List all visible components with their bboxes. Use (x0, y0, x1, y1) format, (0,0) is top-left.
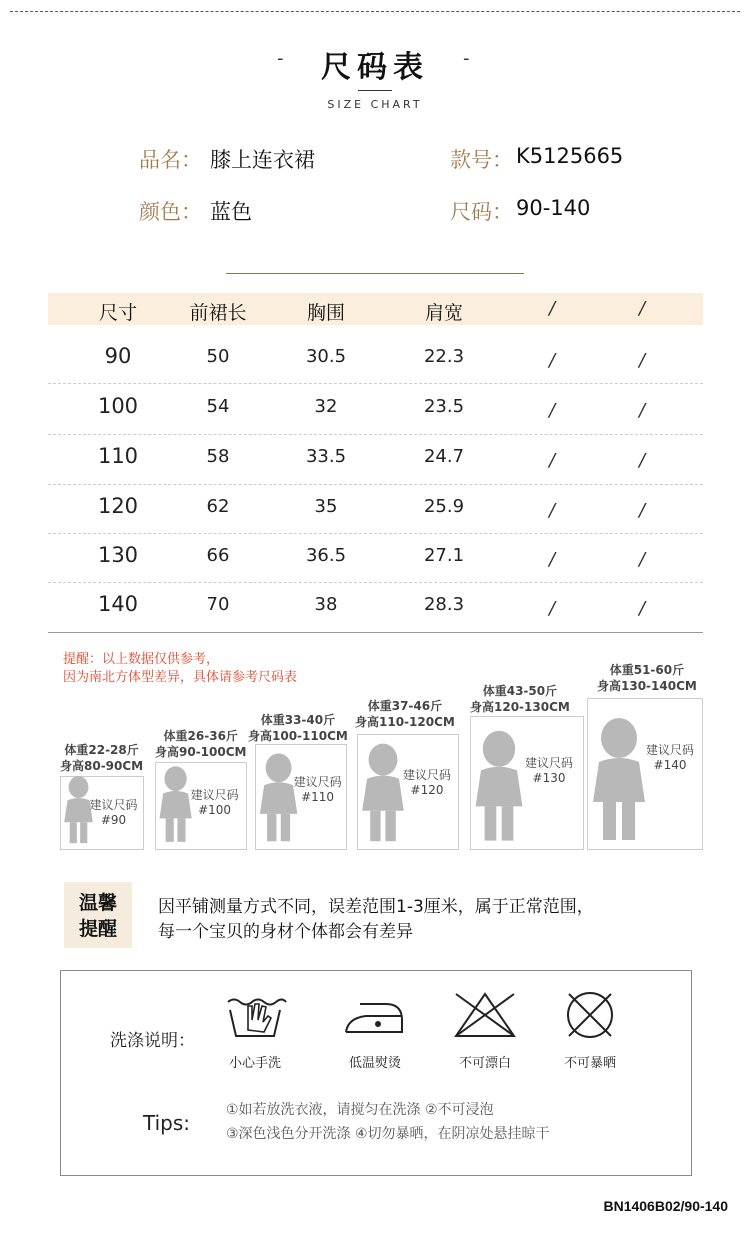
suggested-size (397, 768, 457, 798)
table-header-cell: / (638, 298, 646, 319)
warm-tip-title (64, 890, 132, 942)
child-silhouette-icon (472, 729, 526, 846)
style-number-value: K5125665 (516, 144, 624, 168)
no-bleach-label: 不可漂白 (458, 1056, 511, 1071)
size-guide-label (155, 728, 246, 760)
table-cell: 140 (97, 592, 139, 616)
suggested-size-value: #130 (532, 770, 566, 785)
no-sun-dry-icon (555, 990, 625, 1040)
weight-range: 体重26-36斤 (163, 729, 238, 743)
top-dashed-divider (10, 11, 740, 12)
tips-line-2: ③深色浅色分开洗涤 ④切勿暴晒，在阴凉处悬挂晾干 (226, 1126, 550, 1142)
size-range-label: 尺码： (450, 200, 513, 224)
title-dash-right: - (463, 48, 470, 69)
table-cell: 100 (97, 394, 139, 418)
info-divider (226, 273, 524, 274)
no-bleach-icon (450, 990, 520, 1040)
height-range: 身高90-100CM (155, 745, 247, 759)
suggested-size-label: 建议尺码 (645, 743, 694, 757)
table-header-cell: / (548, 298, 556, 319)
weight-range: 体重37-46斤 (367, 699, 443, 713)
height-range: 身高130-140CM (597, 679, 697, 693)
weight-range: 体重33-40斤 (260, 713, 336, 727)
product-name-value: 膝上连衣裙 (210, 148, 315, 172)
table-cell: 28.3 (423, 594, 465, 615)
warm-tip-title-line-1: 温馨 (78, 892, 117, 914)
page-title: 尺码表 (321, 50, 429, 85)
warm-tip-text (158, 895, 594, 945)
warm-tip-title-line-2: 提醒 (78, 918, 117, 940)
table-cell: 22.3 (423, 346, 465, 367)
table-cell: 35 (314, 496, 338, 517)
table-row-divider (48, 582, 703, 583)
table-cell: 62 (206, 496, 230, 517)
tips-label: Tips: (143, 1111, 191, 1135)
color-value: 蓝色 (210, 200, 252, 224)
warm-tip-text-line-1: 因平铺测量方式不同，误差范围1-3厘米，属于正常范围， (158, 897, 594, 917)
height-range: 身高110-120CM (355, 715, 455, 729)
table-cell: 36.5 (305, 545, 347, 566)
table-row-divider (48, 383, 703, 384)
hand-wash-icon (220, 990, 290, 1040)
suggested-size (639, 743, 701, 773)
page-subtitle: SIZE CHART (327, 98, 423, 111)
table-cell: 66 (206, 545, 230, 566)
size-guide-label (60, 742, 143, 774)
table-row-divider (48, 434, 703, 435)
table-cell: 120 (97, 494, 139, 518)
color-label: 颜色： (139, 200, 202, 224)
table-cell: / (638, 500, 646, 521)
table-header-cell: 胸围 (306, 302, 345, 324)
height-range: 身高100-110CM (248, 729, 348, 743)
table-cell: / (548, 598, 556, 619)
table-cell: / (548, 450, 556, 471)
height-range: 身高120-130CM (470, 700, 570, 714)
table-header-cell: 肩宽 (424, 302, 463, 324)
table-cell: 25.9 (423, 496, 465, 517)
table-cell: / (638, 549, 646, 570)
size-guide-label (355, 698, 455, 730)
table-cell: 33.5 (305, 446, 347, 467)
suggested-size-value: #90 (100, 812, 127, 827)
suggested-size-label: 建议尺码 (524, 755, 573, 770)
suggested-size-value: #120 (410, 783, 444, 798)
table-cell: / (548, 500, 556, 521)
table-cell: 30.5 (305, 346, 347, 367)
table-cell: 90 (104, 344, 132, 368)
suggested-size-label: 建议尺码 (293, 775, 342, 790)
table-header-cell: 尺寸 (98, 302, 137, 324)
table-cell: 70 (206, 594, 230, 615)
suggested-size (290, 775, 345, 805)
reminder-note (63, 651, 297, 687)
table-cell: / (638, 598, 646, 619)
table-cell: / (548, 350, 556, 371)
style-number-label: 款号： (450, 148, 513, 172)
suggested-size-value: #110 (301, 790, 335, 805)
suggested-size (85, 798, 142, 828)
product-code-footer: BN1406B02/90-140 (603, 1198, 728, 1214)
table-cell: / (638, 450, 646, 471)
table-cell: 27.1 (423, 545, 465, 566)
size-guide-label (248, 712, 348, 744)
tips-line-1: ①如若放洗衣液，请搅匀在洗涤 ②不可浸泡 (226, 1102, 494, 1118)
size-guide-label (470, 683, 570, 715)
table-cell: 54 (206, 396, 230, 417)
suggested-size-label: 建议尺码 (190, 787, 239, 802)
table-cell: 110 (97, 444, 139, 468)
table-bottom-line (48, 632, 703, 633)
weight-range: 体重43-50斤 (482, 684, 558, 698)
table-cell: 24.7 (423, 446, 465, 467)
size-guide-label (597, 662, 697, 694)
hand-wash-label: 小心手洗 (228, 1056, 281, 1071)
table-cell: 38 (314, 594, 338, 615)
size-range-value: 90-140 (516, 196, 591, 220)
care-label: 洗涤说明： (110, 1031, 195, 1051)
table-header-cell: 前裙长 (189, 302, 247, 324)
table-cell: 23.5 (423, 396, 465, 417)
table-row-divider (48, 533, 703, 534)
suggested-size-value: #140 (653, 758, 687, 772)
height-range: 身高80-90CM (60, 759, 144, 773)
suggested-size-label: 建议尺码 (89, 797, 138, 812)
table-cell: 50 (206, 346, 230, 367)
table-cell: / (548, 549, 556, 570)
table-cell: / (638, 400, 646, 421)
table-cell: 130 (97, 543, 139, 567)
no-sun-dry-label: 不可暴晒 (563, 1056, 616, 1071)
table-cell: / (638, 350, 646, 371)
table-cell: / (548, 400, 556, 421)
low-iron-icon (340, 990, 410, 1040)
table-cell: 58 (206, 446, 230, 467)
reminder-line-2: 因为南北方体型差异，具体请参考尺码表 (63, 670, 298, 685)
suggested-size-label: 建议尺码 (402, 768, 451, 783)
title-dash-left: - (277, 48, 284, 69)
suggested-size (516, 756, 582, 786)
table-cell: 32 (314, 396, 338, 417)
low-iron-label: 低温熨烫 (348, 1056, 401, 1071)
suggested-size-value: #100 (198, 802, 232, 817)
product-name-label: 品名： (139, 148, 202, 172)
reminder-line-1: 提醒：以上数据仅供参考， (63, 652, 220, 667)
title-underline (358, 90, 392, 91)
child-silhouette-icon (589, 716, 649, 846)
weight-range: 体重22-28斤 (64, 743, 139, 757)
table-row-divider (48, 484, 703, 485)
suggested-size (184, 788, 245, 818)
warm-tip-text-line-2: 每一个宝贝的身材个体都会有差异 (158, 922, 413, 942)
weight-range: 体重51-60斤 (609, 663, 685, 677)
